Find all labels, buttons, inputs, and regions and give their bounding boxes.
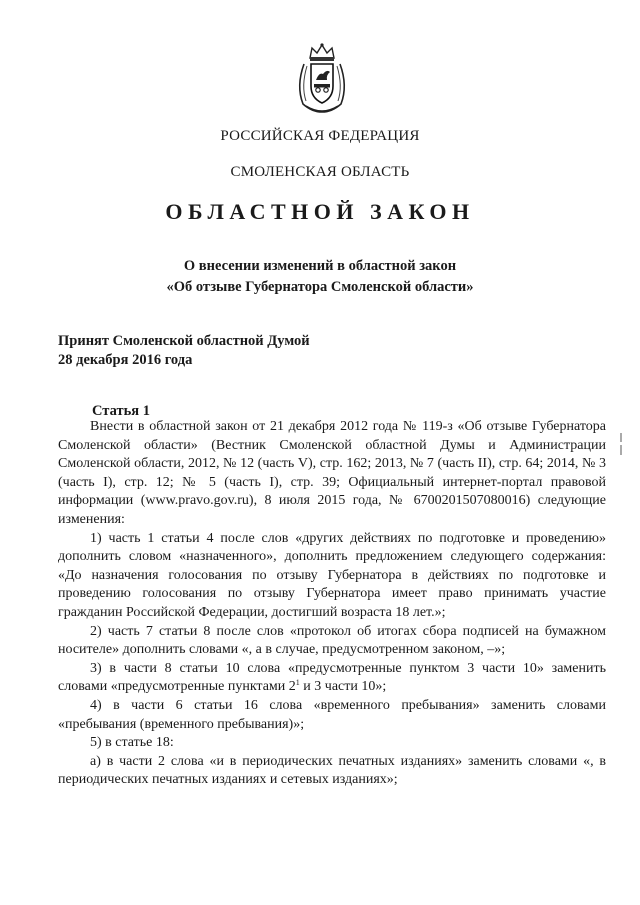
adoption-block xyxy=(58,332,310,370)
amendment-item-5: 5) в статье 18: xyxy=(90,735,174,751)
article-title: Статья 1 xyxy=(92,403,150,419)
country-heading: РОССИЙСКАЯ ФЕДЕРАЦИЯ xyxy=(220,128,420,144)
amendment-item-3 xyxy=(58,660,606,697)
region-heading: СМОЛЕНСКАЯ ОБЛАСТЬ xyxy=(230,164,410,180)
amendment-item-3-text: 3) в части 8 статьи 10 слова «предусмотренные пунктом 3 части 10» заменить словами «предусмотренные пунктами 2 xyxy=(58,660,606,695)
amendment-item-3-tail: и 3 части 10»; xyxy=(299,679,387,695)
law-subject xyxy=(0,256,640,298)
amendment-item-5a: а) в части 2 слова «и в периодических печатных изданиях» заменить словами «, в периодических печатных изданиях и сетевых изданиях»; xyxy=(58,753,606,788)
superscript: 1 xyxy=(295,678,300,688)
amendment-item-2: 2) часть 7 статьи 8 после слов «протокол об итогах сбора подписей на бумажном носителе» дополнить словами «, а в случае, предусмотренном законом, –»; xyxy=(58,623,606,658)
adoption-date: 28 декабря 2016 года xyxy=(58,352,193,368)
smolensk-coat-of-arms-icon xyxy=(294,42,350,116)
law-subject-line-2: «Об отзыве Губернатора Смоленской области» xyxy=(166,279,474,295)
amendment-item-4: 4) в части 6 статьи 16 слова «временного пребывания» заменить словами «пребывания (временного пребывания)»; xyxy=(58,697,606,732)
law-subject-line-1: О внесении изменений в областной закон xyxy=(183,258,457,274)
law-type-heading: ОБЛАСТНОЙ ЗАКОН xyxy=(165,199,475,224)
article-body xyxy=(58,418,606,790)
margin-mark xyxy=(618,432,624,456)
adoption-body: Принят Смоленской областной Думой xyxy=(58,333,310,349)
article-intro: Внести в областной закон от 21 декабря 2012 года № 119-з «Об отзыве Губернатора Смоленской области» (Вестник Смоленской областной Думы и Администрации Смоленской области, 2012, № 12 (часть V), стр. 162; 2013, № 7 (часть II), стр. 64; 2014, № 3 (часть I), стр. 12; № 5 (часть I), стр. 39; Официальный интернет-портал правовой информации (www.pravo.gov.ru), 8 июля 2015 года, № 6700201507080016) следующие изменения: xyxy=(58,419,606,527)
amendment-item-1: 1) часть 1 статьи 4 после слов «других действиях по подготовке и проведению» дополнить словом «назначенного», дополнить предложением следующего содержания: «До назначения голосования по отзыву Губернатора в действиях по подготовке и проведению голосования по отзыву Губернатора имеет право принимать участие гражданин Российской Федерации, достигший возраста 18 лет.»; xyxy=(58,530,606,620)
